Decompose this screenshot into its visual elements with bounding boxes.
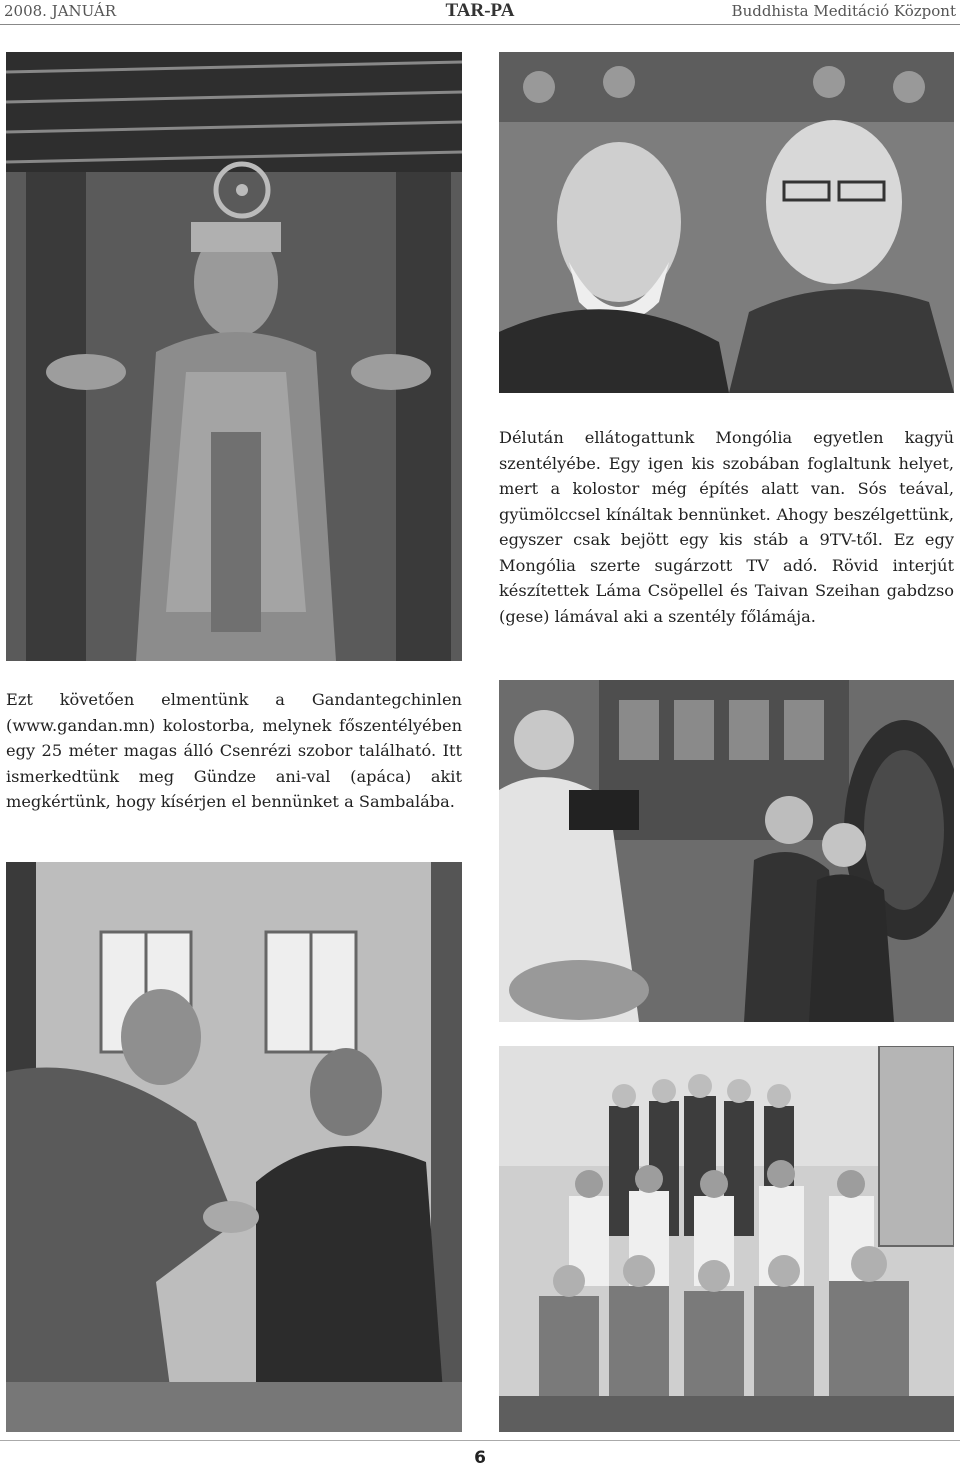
article-gandan-monastery: Ezt követően elmentünk a Gandantegchinlen (www.gandan.mn) kolostorba, melynek főszentélyében egy 25 méter magas álló Csenrézi szobor található. Itt ismerkedtünk meg Gündze ani-val (apáca) akit megkértünk, hogy kísérjen el bennünket a Sambalába.: [6, 690, 462, 811]
page-number: 6: [474, 1448, 486, 1468]
article-kagyu-temple: Délután ellátogattunk Mongólia egyetlen kagyü szentélyébe. Egy igen kis szobában foglaltunk helyet, mert a kolostor még építés alatt van. Sós teával, gyümölccsel kínáltak bennünket. Ahogy beszélgettünk, egyszer csak bejött egy kis stáb a 9TV-től. Ez egy Mongólia szerte sugárzott TV adó. Rövid interjút készítettek Láma Csöpellel és Taivan Szeihan gabdzso (gese) lámával aki a szentély főlámája.: [499, 428, 954, 626]
photo-group: [499, 1046, 954, 1432]
photo-statue: [6, 52, 462, 661]
issue-date: 2008. JANUÁR: [4, 2, 116, 20]
magazine-title: TAR-PA: [445, 0, 515, 21]
photo-lamas-portrait: [499, 52, 954, 393]
photo-tv-interview: [499, 680, 954, 1022]
page-header: [0, 0, 960, 26]
photo-greeting: [6, 862, 462, 1432]
publisher-name: Buddhista Meditáció Központ: [731, 2, 956, 20]
header-rule: [0, 24, 960, 25]
footer-rule: [0, 1440, 960, 1441]
